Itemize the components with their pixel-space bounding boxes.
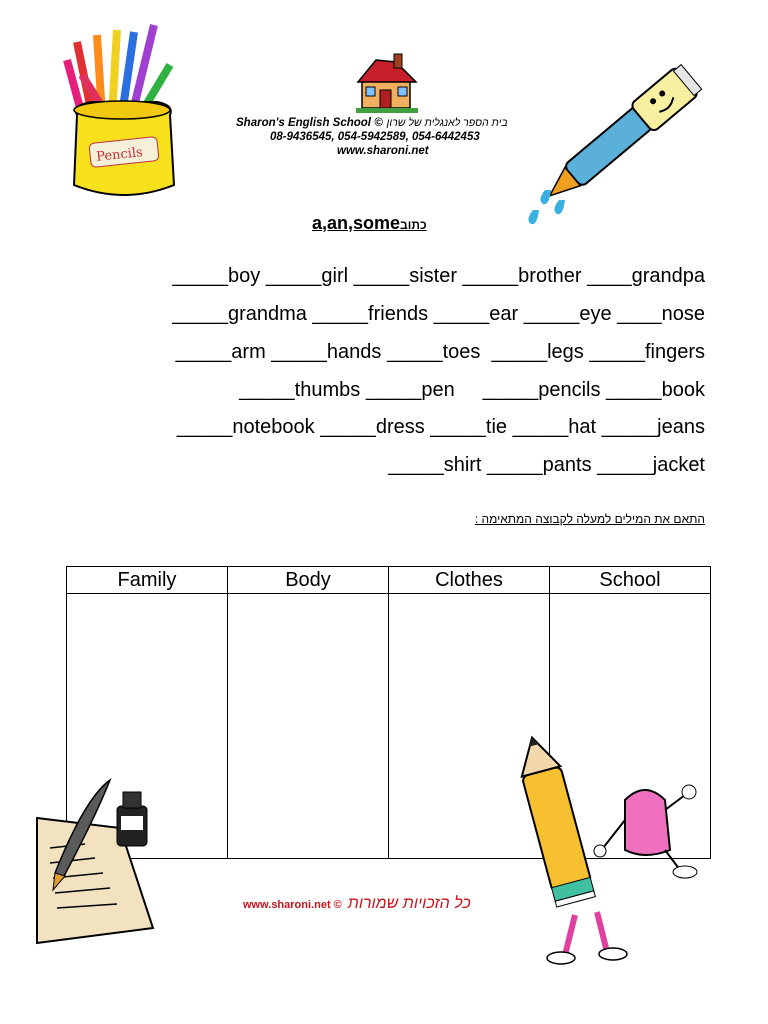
school-name-hebrew: בית הספר לאנגלית של שרון <box>386 117 508 129</box>
phone-numbers: 08-9436545, 054-5942589, 054-6442453 <box>270 131 480 143</box>
body-answer-cell[interactable] <box>228 594 389 859</box>
school-name <box>236 117 546 129</box>
instruction-text: התאם את המילים למעלה לקבוצה המתאימה : <box>474 512 705 526</box>
title-hebrew: כתוב <box>400 218 427 232</box>
word-line-5[interactable]: _____notebook _____dress _____tie _____hat _____jeans <box>176 416 705 438</box>
footer-website[interactable]: www.sharoni.net © <box>243 899 342 911</box>
column-header-family: Family <box>67 567 228 594</box>
school-name-english: Sharon's English School © <box>236 117 383 129</box>
word-line-6[interactable]: _____shirt _____pants _____jacket <box>388 454 705 476</box>
house-logo-icon <box>356 54 418 114</box>
word-line-1[interactable]: _____boy _____girl _____sister _____brother ____grandpa <box>172 265 705 287</box>
fountain-pen-icon <box>525 40 725 230</box>
footer-copyright <box>243 895 471 913</box>
title-english: a,an,some <box>312 213 401 233</box>
cup-label: Pencils <box>95 145 144 165</box>
dancing-pencil-icon <box>515 740 705 970</box>
website-link[interactable]: www.sharoni.net <box>337 145 429 157</box>
page-title <box>312 213 427 234</box>
word-line-4[interactable]: _____thumbs _____pen _____pencils _____book <box>239 379 705 401</box>
column-header-clothes: Clothes <box>389 567 550 594</box>
pencil-cup-icon <box>62 20 187 205</box>
word-line-3[interactable]: _____arm _____hands _____toes _____legs _____fingers <box>175 341 705 363</box>
footer-rights-hebrew: כל הזכויות שמורות <box>347 895 471 912</box>
word-line-2[interactable]: _____grandma _____friends _____ear _____eye ____nose <box>172 303 705 325</box>
quill-and-ink-icon <box>25 778 165 948</box>
column-header-school: School <box>550 567 711 594</box>
column-header-body: Body <box>228 567 389 594</box>
